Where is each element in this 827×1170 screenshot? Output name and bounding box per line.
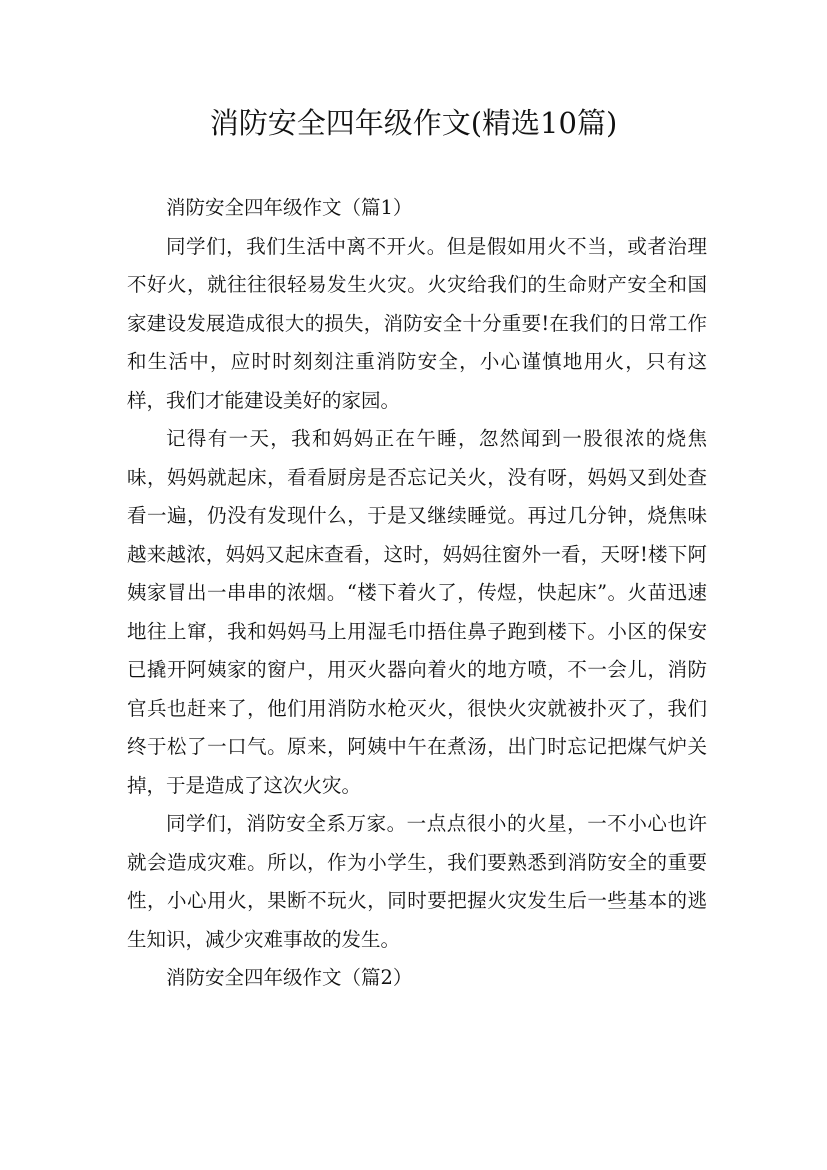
section-heading: 消防安全四年级作文（篇2） xyxy=(166,966,413,989)
document-body xyxy=(127,189,707,998)
paragraph: 同学们，我们生活中离不开火。但是假如用火不当，或者治理不好火，就往往很轻易发生火灾。火灾给我们的生命财产安全和国家建设发展造成很大的损失，消防安全十分重要!在我们的日常工作和生活中，应时时刻刻注重消防安全，小心谨慎地用火，只有这样，我们才能建设美好的家园。 xyxy=(127,234,707,412)
section-heading: 消防安全四年级作文（篇1） xyxy=(166,196,413,219)
paragraph: 记得有一天，我和妈妈正在午睡，忽然闻到一股很浓的烧焦味，妈妈就起床，看看厨房是否忘记关火，没有呀，妈妈又到处查看一遍，仍没有发现什么，于是又继续睡觉。再过几分钟，烧焦味越来越浓，妈妈又起床查看，这时，妈妈往窗外一看，天呀!楼下阿姨家冒出一串串的浓烟。“楼下着火了，传煜，快起床”。火苗迅速地往上窜，我和妈妈马上用湿毛巾捂住鼻子跑到楼下。小区的保安已撬开阿姨家的窗户，用灭火器向着火的地方喷，不一会儿，消防官兵也赶来了，他们用消防水枪灭火，很快火灾就被扑灭了，我们终于松了一口气。原来，阿姨中午在煮汤，出门时忘记把煤气炉关掉，于是造成了这次火灾。 xyxy=(127,427,707,797)
document-title: 消防安全四年级作文(精选10篇) xyxy=(209,106,618,140)
paragraph: 同学们，消防安全系万家。一点点很小的火星，一不小心也许就会造成灾难。所以，作为小学生，我们要熟悉到消防安全的重要性，小心用火，果断不玩火，同时要把握火灾发生后一些基本的逃生知识，减少灾难事故的发生。 xyxy=(127,812,707,951)
